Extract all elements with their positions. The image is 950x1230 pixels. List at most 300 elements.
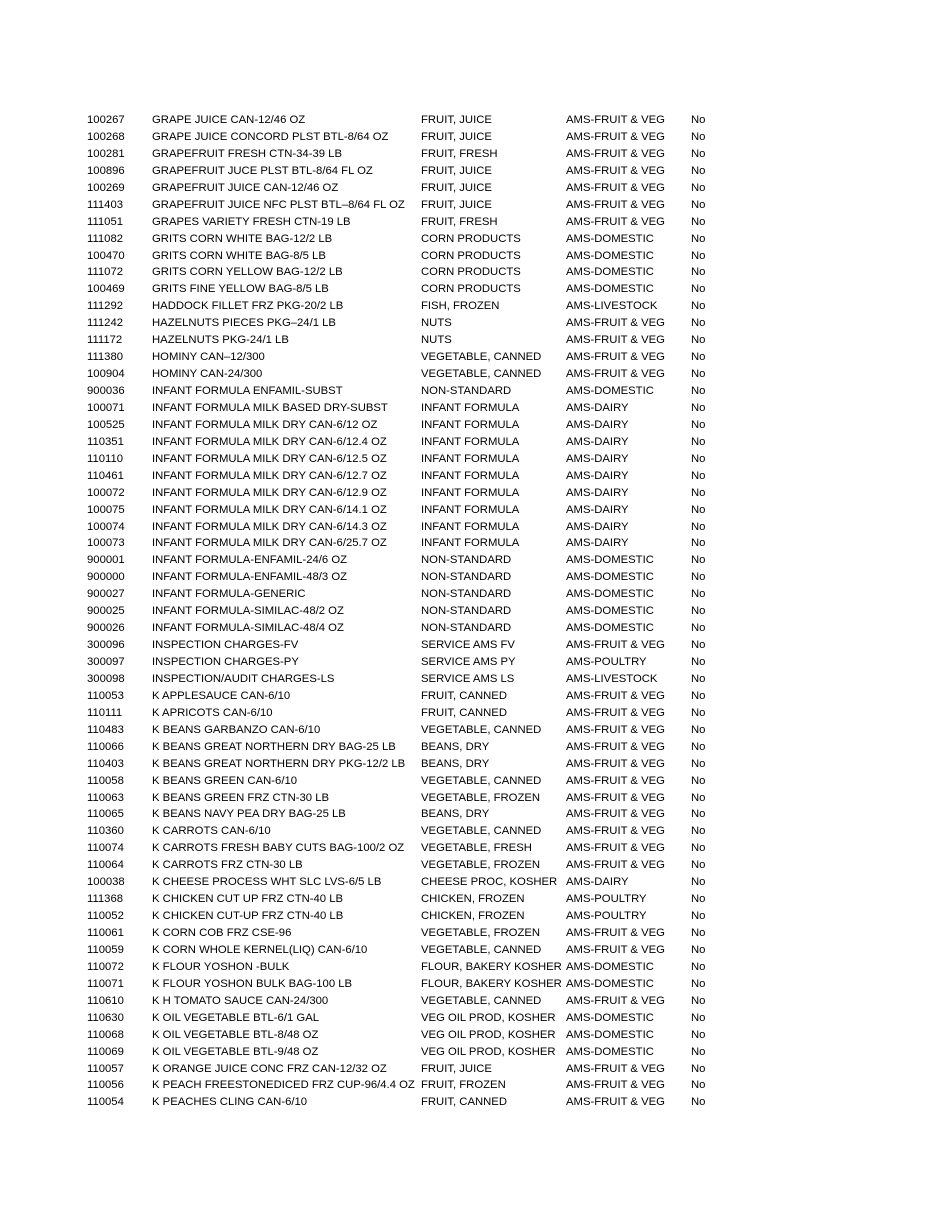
- material-description: INFANT FORMULA MILK DRY CAN-6/12 OZ: [152, 418, 378, 431]
- agency: AMS-FRUIT & VEG: [566, 1079, 665, 1092]
- agency: AMS-FRUIT & VEG: [566, 164, 665, 177]
- flag: No: [691, 317, 706, 330]
- flag: No: [691, 266, 706, 279]
- agency: AMS-FRUIT & VEG: [566, 181, 665, 194]
- material-code: 111380: [87, 351, 124, 364]
- table-row: [0, 637, 950, 654]
- flag: No: [691, 401, 706, 414]
- table-row: [0, 993, 950, 1010]
- table-row: [0, 1044, 950, 1061]
- agency: AMS-FRUIT & VEG: [566, 842, 665, 855]
- table-row: [0, 654, 950, 671]
- agency: AMS-FRUIT & VEG: [566, 317, 665, 330]
- category: FRUIT, JUICE: [421, 130, 492, 143]
- table-row: [0, 959, 950, 976]
- agency: AMS-DAIRY: [566, 520, 629, 533]
- category: CORN PRODUCTS: [421, 266, 521, 279]
- category: VEGETABLE, CANNED: [421, 723, 542, 736]
- table-row: [0, 552, 950, 569]
- agency: AMS-DOMESTIC: [566, 605, 654, 618]
- category: FRUIT, JUICE: [421, 181, 492, 194]
- category: NON-STANDARD: [421, 571, 512, 584]
- category: FLOUR, BAKERY KOSHER: [421, 977, 562, 990]
- table-row: [0, 773, 950, 790]
- material-code: 110061: [87, 927, 124, 939]
- material-code: 111368: [87, 893, 124, 906]
- material-code: 110052: [87, 910, 124, 923]
- material-code: 110069: [87, 1045, 124, 1058]
- material-description: GRAPE JUICE CONCORD PLST BTL-8/64 OZ: [152, 130, 389, 143]
- table-row: [0, 620, 950, 637]
- material-code: 110056: [87, 1079, 124, 1092]
- agency: AMS-FRUIT & VEG: [566, 740, 665, 753]
- material-description: K BEANS GREAT NORTHERN DRY BAG-25 LB: [152, 740, 396, 753]
- agency: AMS-POULTRY: [566, 910, 647, 923]
- material-code: 300096: [87, 639, 125, 652]
- table-row: [0, 163, 950, 180]
- agency: AMS-FRUIT & VEG: [566, 114, 665, 126]
- table-row: [0, 569, 950, 586]
- table-row: [0, 806, 950, 823]
- material-description: K BEANS GREEN CAN-6/10: [152, 774, 298, 787]
- category: SERVICE AMS PY: [421, 656, 516, 668]
- category: FISH, FROZEN: [421, 300, 500, 313]
- material-description: INFANT FORMULA-GENERIC: [152, 588, 306, 601]
- flag: No: [691, 706, 706, 719]
- material-code: 110053: [87, 689, 124, 702]
- material-code: 110630: [87, 1011, 124, 1024]
- material-code: 110461: [87, 469, 124, 482]
- table-row: [0, 129, 950, 146]
- material-description: INFANT FORMULA MILK DRY CAN-6/12.5 OZ: [152, 452, 387, 465]
- category: INFANT FORMULA: [421, 435, 520, 448]
- agency: AMS-POULTRY: [566, 893, 647, 906]
- agency: AMS-DAIRY: [566, 503, 629, 516]
- category: INFANT FORMULA: [421, 469, 520, 482]
- agency: AMS-DOMESTIC: [566, 266, 654, 279]
- category: FRUIT, CANNED: [421, 706, 507, 719]
- table-row: [0, 366, 950, 383]
- table-row: [0, 756, 950, 773]
- material-code: 111242: [87, 317, 124, 330]
- material-code: 110054: [87, 1096, 124, 1109]
- table-row: [0, 281, 950, 298]
- flag: No: [691, 605, 706, 618]
- flag: No: [691, 1096, 706, 1109]
- category: NUTS: [421, 317, 452, 330]
- material-code: 900026: [87, 622, 125, 635]
- material-code: 110068: [87, 1028, 124, 1041]
- material-code: 110483: [87, 723, 124, 736]
- agency: AMS-DOMESTIC: [566, 1011, 654, 1024]
- table-row: [0, 688, 950, 705]
- flag: No: [691, 1062, 706, 1075]
- category: CORN PRODUCTS: [421, 283, 521, 296]
- category: CHEESE PROC, KOSHER: [421, 876, 558, 889]
- flag: No: [691, 486, 706, 499]
- material-code: 900000: [87, 571, 125, 584]
- table-row: [0, 434, 950, 451]
- agency: AMS-DAIRY: [566, 418, 629, 431]
- table-row: [0, 603, 950, 620]
- material-code: 111072: [87, 266, 124, 279]
- material-code: 300098: [87, 672, 125, 685]
- material-description: K BEANS GARBANZO CAN-6/10: [152, 723, 321, 736]
- agency: AMS-FRUIT & VEG: [566, 368, 665, 381]
- flag: No: [691, 368, 706, 381]
- material-description: K CHICKEN CUT UP FRZ CTN-40 LB: [152, 893, 344, 906]
- agency: AMS-FRUIT & VEG: [566, 927, 665, 939]
- material-code: 900025: [87, 605, 125, 618]
- agency: AMS-DAIRY: [566, 452, 629, 465]
- material-description: K CARROTS FRESH BABY CUTS BAG-100/2 OZ: [152, 842, 405, 855]
- material-code: 100896: [87, 164, 125, 177]
- category: INFANT FORMULA: [421, 418, 520, 431]
- table-row: [0, 180, 950, 197]
- agency: AMS-FRUIT & VEG: [566, 859, 665, 872]
- category: BEANS, DRY: [421, 808, 490, 821]
- material-description: K BEANS GREAT NORTHERN DRY PKG-12/2 LB: [152, 757, 406, 770]
- material-description: K APPLESAUCE CAN-6/10: [152, 689, 291, 702]
- table-row: [0, 586, 950, 603]
- material-description: INFANT FORMULA-ENFAMIL-48/3 OZ: [152, 571, 348, 584]
- category: NON-STANDARD: [421, 605, 512, 618]
- material-description: K CORN COB FRZ CSE-96: [152, 927, 292, 939]
- material-code: 110360: [87, 825, 124, 838]
- flag: No: [691, 435, 706, 448]
- table-row: [0, 823, 950, 840]
- flag: No: [691, 876, 706, 889]
- flag: No: [691, 537, 706, 550]
- category: FRUIT, FRESH: [421, 215, 498, 228]
- category: BEANS, DRY: [421, 740, 490, 753]
- table-row: [0, 1061, 950, 1078]
- material-description: GRITS CORN WHITE BAG-12/2 LB: [152, 232, 333, 245]
- category: VEGETABLE, CANNED: [421, 943, 542, 956]
- agency: AMS-LIVESTOCK: [566, 672, 658, 685]
- material-code: 100470: [87, 249, 125, 262]
- table-row: [0, 891, 950, 908]
- commodity-table: [0, 112, 950, 1111]
- category: CORN PRODUCTS: [421, 232, 521, 245]
- material-description: INFANT FORMULA-ENFAMIL-24/6 OZ: [152, 554, 348, 567]
- agency: AMS-DAIRY: [566, 435, 629, 448]
- material-description: K OIL VEGETABLE BTL-8/48 OZ: [152, 1028, 319, 1041]
- flag: No: [691, 622, 706, 635]
- material-description: K CHEESE PROCESS WHT SLC LVS-6/5 LB: [152, 876, 382, 889]
- category: FRUIT, CANNED: [421, 689, 507, 702]
- agency: AMS-FRUIT & VEG: [566, 825, 665, 838]
- flag: No: [691, 198, 706, 211]
- category: VEGETABLE, FROZEN: [421, 791, 541, 804]
- flag: No: [691, 588, 706, 601]
- flag: No: [691, 960, 706, 973]
- material-description: GRAPEFRUIT JUICE NFC PLST BTL–8/64 FL OZ: [152, 198, 405, 211]
- material-description: K BEANS GREEN FRZ CTN-30 LB: [152, 791, 330, 804]
- table-row: [0, 214, 950, 231]
- material-description: GRAPEFRUIT JUCE PLST BTL-8/64 FL OZ: [152, 164, 373, 177]
- agency: AMS-DOMESTIC: [566, 385, 654, 397]
- flag: No: [691, 825, 706, 838]
- flag: No: [691, 1079, 706, 1092]
- agency: AMS-DOMESTIC: [566, 283, 654, 296]
- material-code: 110057: [87, 1062, 124, 1075]
- flag: No: [691, 757, 706, 770]
- category: VEG OIL PROD, KOSHER: [421, 1045, 556, 1058]
- flag: No: [691, 232, 706, 245]
- table-row: [0, 315, 950, 332]
- flag: No: [691, 520, 706, 533]
- material-description: GRAPEFRUIT FRESH CTN-34-39 LB: [152, 147, 342, 160]
- agency: AMS-FRUIT & VEG: [566, 689, 665, 702]
- table-row: [0, 857, 950, 874]
- category: VEG OIL PROD, KOSHER: [421, 1028, 556, 1041]
- table-row: [0, 705, 950, 722]
- table-row: [0, 146, 950, 163]
- agency: AMS-DAIRY: [566, 537, 629, 550]
- material-code: 100071: [87, 401, 125, 414]
- category: NON-STANDARD: [421, 554, 512, 567]
- agency: AMS-DAIRY: [566, 469, 629, 482]
- table-row: [0, 874, 950, 891]
- table-row: [0, 1027, 950, 1044]
- agency: AMS-FRUIT & VEG: [566, 334, 665, 347]
- material-code: 110110: [87, 452, 124, 465]
- table-row: [0, 502, 950, 519]
- material-code: 111292: [87, 300, 124, 313]
- material-description: HAZELNUTS PKG-24/1 LB: [152, 334, 289, 347]
- category: FRUIT, FRESH: [421, 147, 498, 160]
- agency: AMS-LIVESTOCK: [566, 300, 658, 313]
- flag: No: [691, 994, 706, 1007]
- material-description: GRITS CORN YELLOW BAG-12/2 LB: [152, 266, 343, 279]
- category: INFANT FORMULA: [421, 486, 520, 499]
- category: FRUIT, JUICE: [421, 164, 492, 177]
- material-code: 100075: [87, 503, 125, 516]
- agency: AMS-FRUIT & VEG: [566, 1096, 665, 1109]
- flag: No: [691, 334, 706, 347]
- flag: No: [691, 300, 706, 313]
- agency: AMS-FRUIT & VEG: [566, 351, 665, 364]
- category: FRUIT, CANNED: [421, 1096, 507, 1109]
- material-description: INFANT FORMULA MILK DRY CAN-6/25.7 OZ: [152, 537, 387, 550]
- material-description: HOMINY CAN–12/300: [152, 351, 265, 364]
- category: VEGETABLE, FRESH: [421, 842, 532, 855]
- agency: AMS-DOMESTIC: [566, 977, 654, 990]
- agency: AMS-FRUIT & VEG: [566, 943, 665, 956]
- category: VEG OIL PROD, KOSHER: [421, 1011, 556, 1024]
- table-row: [0, 942, 950, 959]
- category: FRUIT, JUICE: [421, 1062, 492, 1075]
- category: VEGETABLE, CANNED: [421, 774, 542, 787]
- material-code: 110610: [87, 994, 124, 1007]
- category: NON-STANDARD: [421, 385, 512, 397]
- agency: AMS-DOMESTIC: [566, 249, 654, 262]
- material-description: INFANT FORMULA MILK DRY CAN-6/14.1 OZ: [152, 503, 387, 516]
- material-description: K PEACHES CLING CAN-6/10: [152, 1096, 308, 1109]
- material-description: INFANT FORMULA-SIMILAC-48/2 OZ: [152, 605, 344, 618]
- flag: No: [691, 1028, 706, 1041]
- material-code: 900027: [87, 588, 125, 601]
- table-row: [0, 519, 950, 536]
- table-row: [0, 400, 950, 417]
- flag: No: [691, 723, 706, 736]
- flag: No: [691, 469, 706, 482]
- flag: No: [691, 977, 706, 990]
- flag: No: [691, 571, 706, 584]
- table-row: [0, 1094, 950, 1111]
- table-row: [0, 451, 950, 468]
- material-code: 110072: [87, 960, 124, 973]
- agency: AMS-DOMESTIC: [566, 1028, 654, 1041]
- flag: No: [691, 740, 706, 753]
- table-row: [0, 535, 950, 552]
- flag: No: [691, 910, 706, 923]
- flag: No: [691, 503, 706, 516]
- flag: No: [691, 147, 706, 160]
- material-description: K OIL VEGETABLE BTL-9/48 OZ: [152, 1045, 319, 1058]
- material-code: 100469: [87, 283, 125, 296]
- material-description: HOMINY CAN-24/300: [152, 368, 263, 381]
- material-code: 110071: [87, 977, 124, 990]
- category: CHICKEN, FROZEN: [421, 910, 525, 923]
- agency: AMS-FRUIT & VEG: [566, 198, 665, 211]
- material-code: 900001: [87, 554, 125, 567]
- flag: No: [691, 554, 706, 567]
- flag: No: [691, 215, 706, 228]
- material-description: K FLOUR YOSHON BULK BAG-100 LB: [152, 977, 353, 990]
- agency: AMS-DOMESTIC: [566, 571, 654, 584]
- table-row: [0, 468, 950, 485]
- material-description: HADDOCK FILLET FRZ PKG-20/2 LB: [152, 300, 344, 313]
- category: SERVICE AMS LS: [421, 672, 515, 685]
- flag: No: [691, 808, 706, 821]
- table-row: [0, 925, 950, 942]
- category: SERVICE AMS FV: [421, 639, 515, 652]
- material-code: 100074: [87, 520, 125, 533]
- table-row: [0, 112, 950, 129]
- material-code: 110063: [87, 791, 124, 804]
- category: VEGETABLE, CANNED: [421, 351, 542, 364]
- flag: No: [691, 114, 706, 126]
- agency: AMS-FRUIT & VEG: [566, 808, 665, 821]
- flag: No: [691, 656, 706, 668]
- flag: No: [691, 1045, 706, 1058]
- material-code: 100268: [87, 130, 125, 143]
- flag: No: [691, 283, 706, 296]
- agency: AMS-FRUIT & VEG: [566, 639, 665, 652]
- material-code: 900036: [87, 385, 125, 397]
- agency: AMS-FRUIT & VEG: [566, 215, 665, 228]
- flag: No: [691, 639, 706, 652]
- category: NUTS: [421, 334, 452, 347]
- category: FLOUR, BAKERY KOSHER: [421, 960, 562, 973]
- category: VEGETABLE, CANNED: [421, 825, 542, 838]
- material-code: 111172: [87, 334, 123, 347]
- table-row: [0, 417, 950, 434]
- material-code: 100073: [87, 537, 125, 550]
- table-row: [0, 332, 950, 349]
- agency: AMS-FRUIT & VEG: [566, 1062, 665, 1075]
- agency: AMS-FRUIT & VEG: [566, 147, 665, 160]
- material-description: GRAPES VARIETY FRESH CTN-19 LB: [152, 215, 351, 228]
- category: NON-STANDARD: [421, 622, 512, 635]
- category: VEGETABLE, CANNED: [421, 368, 542, 381]
- flag: No: [691, 385, 706, 397]
- material-code: 100281: [87, 147, 125, 160]
- material-code: 111403: [87, 198, 124, 211]
- category: INFANT FORMULA: [421, 537, 520, 550]
- material-description: INFANT FORMULA-SIMILAC-48/4 OZ: [152, 622, 344, 635]
- table-row: [0, 264, 950, 281]
- flag: No: [691, 893, 706, 906]
- material-code: 110059: [87, 943, 124, 956]
- material-code: 110066: [87, 740, 124, 753]
- table-row: [0, 840, 950, 857]
- flag: No: [691, 842, 706, 855]
- agency: AMS-FRUIT & VEG: [566, 706, 665, 719]
- material-code: 100269: [87, 181, 125, 194]
- material-description: K CARROTS FRZ CTN-30 LB: [152, 859, 303, 872]
- material-description: K FLOUR YOSHON -BULK: [152, 960, 290, 973]
- material-description: K CHICKEN CUT-UP FRZ CTN-40 LB: [152, 910, 344, 923]
- material-description: INSPECTION CHARGES-FV: [152, 639, 299, 652]
- material-description: INFANT FORMULA MILK DRY CAN-6/14.3 OZ: [152, 520, 387, 533]
- table-row: [0, 485, 950, 502]
- material-code: 110065: [87, 808, 124, 821]
- category: FRUIT, JUICE: [421, 198, 492, 211]
- agency: AMS-DOMESTIC: [566, 232, 654, 245]
- material-description: K PEACH FREESTONEDICED FRZ CUP-96/4.4 OZ: [152, 1079, 415, 1092]
- material-code: 110111: [87, 706, 123, 719]
- category: INFANT FORMULA: [421, 503, 520, 516]
- flag: No: [691, 791, 706, 804]
- flag: No: [691, 181, 706, 194]
- material-code: 110403: [87, 757, 124, 770]
- material-description: GRAPEFRUIT JUICE CAN-12/46 OZ: [152, 181, 339, 194]
- material-code: 100038: [87, 876, 125, 889]
- agency: AMS-DOMESTIC: [566, 588, 654, 601]
- material-description: GRAPE JUICE CAN-12/46 OZ: [152, 114, 306, 126]
- agency: AMS-DAIRY: [566, 486, 629, 499]
- category: FRUIT, FROZEN: [421, 1079, 506, 1092]
- table-row: [0, 1077, 950, 1094]
- material-code: 110074: [87, 842, 124, 855]
- agency: AMS-FRUIT & VEG: [566, 130, 665, 143]
- material-code: 111051: [87, 215, 124, 228]
- material-description: INSPECTION CHARGES-PY: [152, 656, 299, 668]
- agency: AMS-DOMESTIC: [566, 1045, 654, 1058]
- material-code: 100267: [87, 114, 125, 126]
- material-description: GRITS FINE YELLOW BAG-8/5 LB: [152, 283, 329, 296]
- agency: AMS-DOMESTIC: [566, 960, 654, 973]
- category: CORN PRODUCTS: [421, 249, 521, 262]
- table-row: [0, 908, 950, 925]
- table-row: [0, 298, 950, 315]
- table-row: [0, 349, 950, 366]
- table-row: [0, 197, 950, 214]
- material-description: K ORANGE JUICE CONC FRZ CAN-12/32 OZ: [152, 1062, 387, 1075]
- flag: No: [691, 418, 706, 431]
- table-row: [0, 790, 950, 807]
- flag: No: [691, 249, 706, 262]
- agency: AMS-FRUIT & VEG: [566, 723, 665, 736]
- table-row: [0, 722, 950, 739]
- category: INFANT FORMULA: [421, 452, 520, 465]
- flag: No: [691, 1011, 706, 1024]
- table-row: [0, 383, 950, 400]
- category: VEGETABLE, FROZEN: [421, 859, 541, 872]
